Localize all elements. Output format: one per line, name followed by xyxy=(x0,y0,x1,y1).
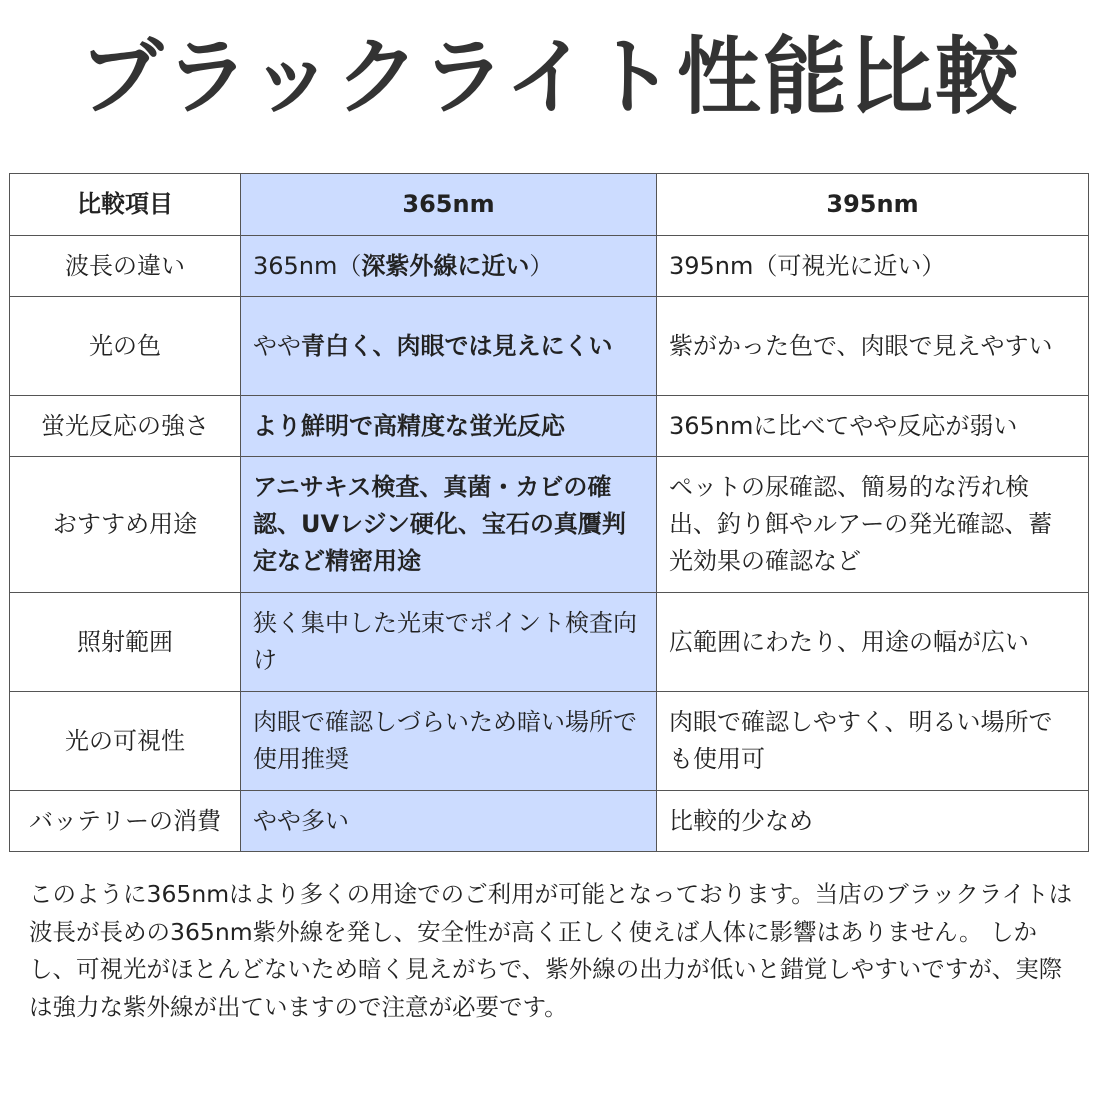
row-label: バッテリーの消費 xyxy=(10,791,241,852)
cell-395nm: 365nmに比べてやや反応が弱い xyxy=(657,396,1089,457)
cell-text-bold: 青白く、肉眼では見えにくい xyxy=(301,331,613,360)
row-label: おすすめ用途 xyxy=(10,457,241,593)
row-label: 蛍光反応の強さ xyxy=(10,396,241,457)
cell-text: ） xyxy=(529,251,554,280)
table-row xyxy=(10,791,1089,852)
header-395nm: 395nm xyxy=(657,174,1089,236)
comparison-table xyxy=(9,173,1089,852)
cell-395nm: ペットの尿確認、簡易的な汚れ検出、釣り餌やルアーの発光確認、蓄光効果の確認など xyxy=(657,457,1089,593)
table-header-row xyxy=(10,174,1089,236)
summary-paragraph: このように365nmはより多くの用途でのご利用が可能となっております。当店のブラックライトは波長が長めの365nm紫外線を発し、安全性が高く正しく使えば人体に影響はありません。 しかし、可視光がほとんどないため暗く見えがちで、紫外線の出力が低いと錯覚しやすいですが、実際は強力な紫外線が出ていますので注意が必要です。 xyxy=(29,880,1073,1021)
table-row xyxy=(10,396,1089,457)
cell-365nm: やや多い xyxy=(241,791,657,852)
cell-365nm xyxy=(241,236,657,297)
row-label: 照射範囲 xyxy=(10,593,241,692)
page-title: ブラックライト性能比較 xyxy=(79,28,1021,126)
row-label: 波長の違い xyxy=(10,236,241,297)
cell-text: やや xyxy=(253,331,301,360)
row-label: 光の色 xyxy=(10,297,241,396)
cell-text: 365nm（ xyxy=(253,251,362,280)
table-row xyxy=(10,457,1089,593)
table-row xyxy=(10,236,1089,297)
table-row xyxy=(10,297,1089,396)
cell-365nm: 狭く集中した光束でポイント検査向け xyxy=(241,593,657,692)
cell-395nm: 比較的少なめ xyxy=(657,791,1089,852)
cell-395nm: 紫がかった色で、肉眼で見えやすい xyxy=(657,297,1089,396)
cell-365nm xyxy=(241,297,657,396)
cell-395nm: 395nm（可視光に近い） xyxy=(657,236,1089,297)
header-365nm: 365nm xyxy=(241,174,657,236)
header-item: 比較項目 xyxy=(10,174,241,236)
cell-395nm: 広範囲にわたり、用途の幅が広い xyxy=(657,593,1089,692)
cell-395nm: 肉眼で確認しやすく、明るい場所でも使用可 xyxy=(657,692,1089,791)
cell-365nm: 肉眼で確認しづらいため暗い場所で使用推奨 xyxy=(241,692,657,791)
cell-365nm: より鮮明で高精度な蛍光反応 xyxy=(241,396,657,457)
cell-365nm: アニサキス検査、真菌・カビの確認、UVレジン硬化、宝石の真贋判定など精密用途 xyxy=(241,457,657,593)
cell-text-bold: 深紫外線に近い xyxy=(361,251,530,280)
row-label: 光の可視性 xyxy=(10,692,241,791)
table-row xyxy=(10,692,1089,791)
table-row xyxy=(10,593,1089,692)
